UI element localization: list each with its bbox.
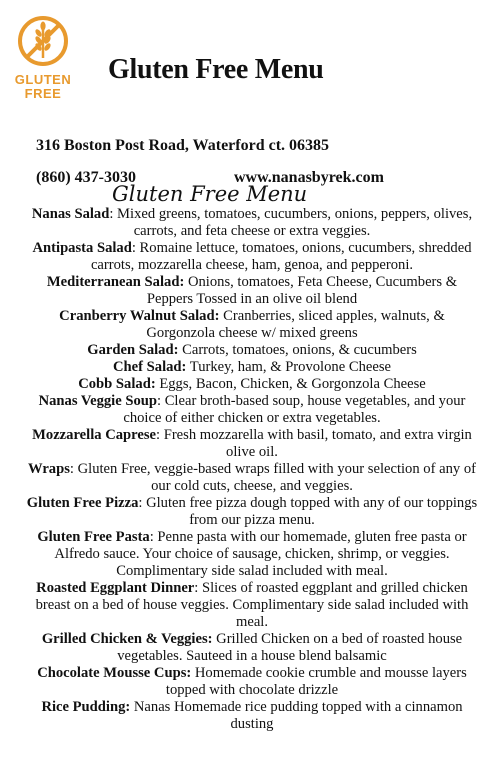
menu-subtitle: Gluten Free Menu — [112, 182, 308, 206]
item-name: Roasted Eggplant Dinner — [36, 580, 195, 596]
menu-item-mozzarella-caprese — [26, 427, 478, 461]
item-name: Grilled Chicken & Veggies: — [41, 631, 213, 647]
menu-item-cranberry-walnut-salad — [26, 308, 478, 342]
menu-item-mediterranean-salad — [26, 274, 478, 308]
item-description: Turkey, ham, & Provolone Cheese — [186, 359, 391, 375]
item-description: : Slices of roasted eggplant and grilled chicken breast on a bed of house veggies. Complimentary side salad included with meal. — [35, 580, 469, 630]
menu-item-grilled-chicken-veggies — [26, 631, 478, 665]
item-name: Chocolate Mousse Cups: — [37, 665, 192, 681]
menu-item-garden-salad — [26, 342, 478, 359]
gluten-free-wheat-icon — [16, 14, 70, 68]
website-url: www.nanasbyrek.com — [234, 169, 384, 186]
item-name: Wraps — [28, 461, 70, 477]
item-name: Garden Salad: — [87, 342, 179, 358]
item-name: Chef Salad: — [113, 359, 187, 375]
menu-item-wraps — [26, 461, 478, 495]
logo-text-free: FREE — [24, 86, 62, 101]
item-description: Carrots, tomatoes, onions, & cucumbers — [178, 342, 417, 358]
logo-text-gluten: GLUTEN — [14, 72, 72, 87]
phone-number: (860) 437-3030 — [36, 169, 136, 186]
item-name: Mediterranean Salad: — [46, 274, 185, 290]
restaurant-address: 316 Boston Post Road, Waterford ct. 06385 — [36, 137, 330, 154]
menu-item-chocolate-mousse-cups — [26, 665, 478, 699]
item-name: Rice Pudding: — [41, 699, 131, 715]
item-name: Cobb Salad: — [78, 376, 156, 392]
item-description: Homemade cookie crumble and mousse layers topped with chocolate drizzle — [165, 665, 467, 698]
item-description: Onions, tomatoes, Feta Cheese, Cucumbers & Peppers Tossed in an olive oil blend — [146, 274, 458, 307]
menu-item-chef-salad — [26, 359, 478, 376]
item-description: : Gluten Free, veggie-based wraps filled with your selection of any of our cold cuts, cheese, and veggies. — [69, 461, 476, 494]
page-title: Gluten Free Menu — [108, 54, 324, 85]
item-description: Cranberries, sliced apples, walnuts, & Gorgonzola cheese w/ mixed greens — [146, 308, 445, 341]
item-description: : Fresh mozzarella with basil, tomato, and extra virgin olive oil. — [156, 427, 472, 460]
item-name: Nanas Veggie Soup — [38, 393, 157, 409]
menu-item-antipasta-salad — [26, 240, 478, 274]
item-name: Cranberry Walnut Salad: — [59, 308, 220, 324]
menu-item-gluten-free-pasta — [26, 529, 478, 580]
item-description: : Romaine lettuce, tomatoes, onions, cucumbers, shredded carrots, mozzarella cheese, ham, genoa, and pepperoni. — [90, 240, 472, 273]
item-name: Mozzarella Caprese — [32, 427, 156, 443]
item-description: : Penne pasta with our homemade, gluten free pasta or Alfredo sauce. Your choice of sausage, chicken, shrimp, or veggies. Complimentary side salad included with meal. — [54, 529, 467, 579]
menu-item-gluten-free-pizza — [26, 495, 478, 529]
item-description: : Clear broth-based soup, house vegetables, and your choice of either chicken or extra vegetables. — [123, 393, 466, 426]
item-description: Nanas Homemade rice pudding topped with a cinnamon dusting — [130, 699, 463, 732]
item-description: Eggs, Bacon, Chicken, & Gorgonzola Cheese — [155, 376, 426, 392]
item-description: : Mixed greens, tomatoes, cucumbers, onions, peppers, olives, carrots, and feta cheese or extra veggies. — [109, 206, 473, 239]
item-name: Antipasta Salad — [32, 240, 132, 256]
gluten-free-logo — [12, 14, 74, 101]
menu-item-roasted-eggplant-dinner — [26, 580, 478, 631]
menu-item-cobb-salad — [26, 376, 478, 393]
item-name: Gluten Free Pizza — [26, 495, 139, 511]
item-name: Gluten Free Pasta — [37, 529, 150, 545]
menu-item-nanas-salad — [26, 206, 478, 240]
item-description: : Gluten free pizza dough topped with any of our toppings from our pizza menu. — [138, 495, 478, 528]
menu-item-rice-pudding — [26, 699, 478, 733]
item-name: Nanas Salad — [31, 206, 110, 222]
item-description: Grilled Chicken on a bed of roasted house vegetables. Sauteed in a house blend balsamic — [117, 631, 463, 664]
menu-list — [26, 206, 478, 733]
menu-item-nanas-veggie-soup — [26, 393, 478, 427]
